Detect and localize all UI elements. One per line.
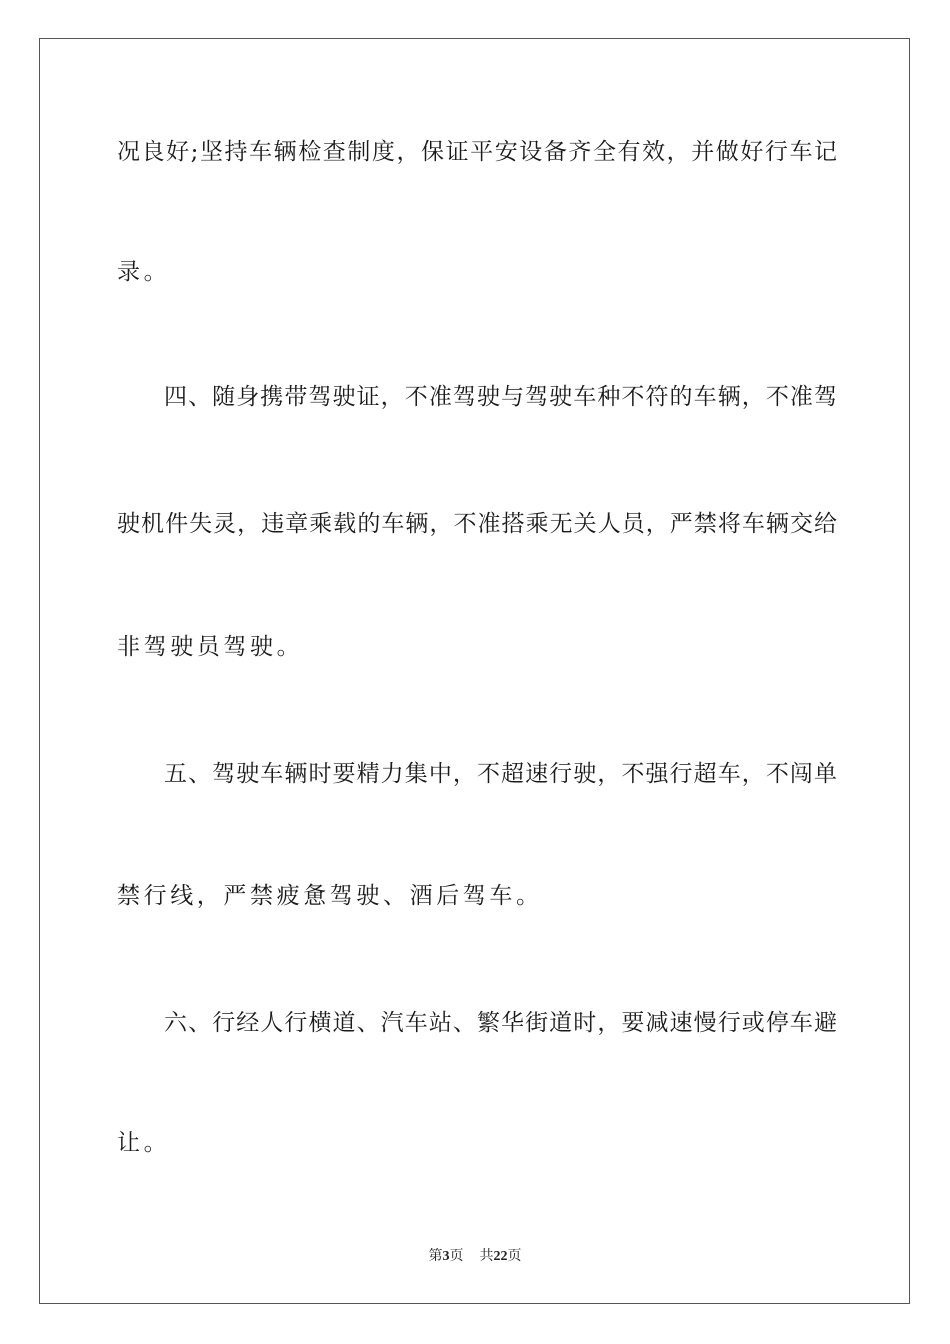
page-prefix: 第 (428, 1248, 443, 1264)
total-prefix: 共 (479, 1248, 494, 1264)
paragraph-5-line-2: 禁行线，严禁疲惫驾驶、酒后驾车。 (117, 883, 543, 909)
paragraph-6-line-2: 让。 (117, 1130, 171, 1156)
page-frame (39, 38, 910, 1304)
page-footer (0, 1247, 950, 1266)
paragraph-5-line-1: 五、驾驶车辆时要精力集中，不超速行驶，不强行超车，不闯单 (164, 761, 837, 787)
paragraph-4-line-2: 驶机件失灵，违章乘载的车辆，不准搭乘无关人员，严禁将车辆交给 (117, 511, 837, 537)
body-line-2: 录。 (117, 259, 171, 285)
paragraph-4-line-3: 非驾驶员驾驶。 (117, 634, 304, 660)
body-line-1: 况良好;坚持车辆检查制度，保证平安设备齐全有效，并做好行车记 (117, 139, 837, 165)
total-suffix: 页 (507, 1248, 522, 1264)
paragraph-4-line-1: 四、随身携带驾驶证，不准驾驶与驾驶车种不符的车辆，不准驾 (164, 384, 837, 410)
total-pages: 22 (493, 1249, 508, 1264)
page-suffix: 页 (449, 1248, 464, 1264)
paragraph-6-line-1: 六、行经人行横道、汽车站、繁华街道时，要减速慢行或停车避 (164, 1010, 837, 1036)
page-number: 3 (442, 1249, 450, 1264)
